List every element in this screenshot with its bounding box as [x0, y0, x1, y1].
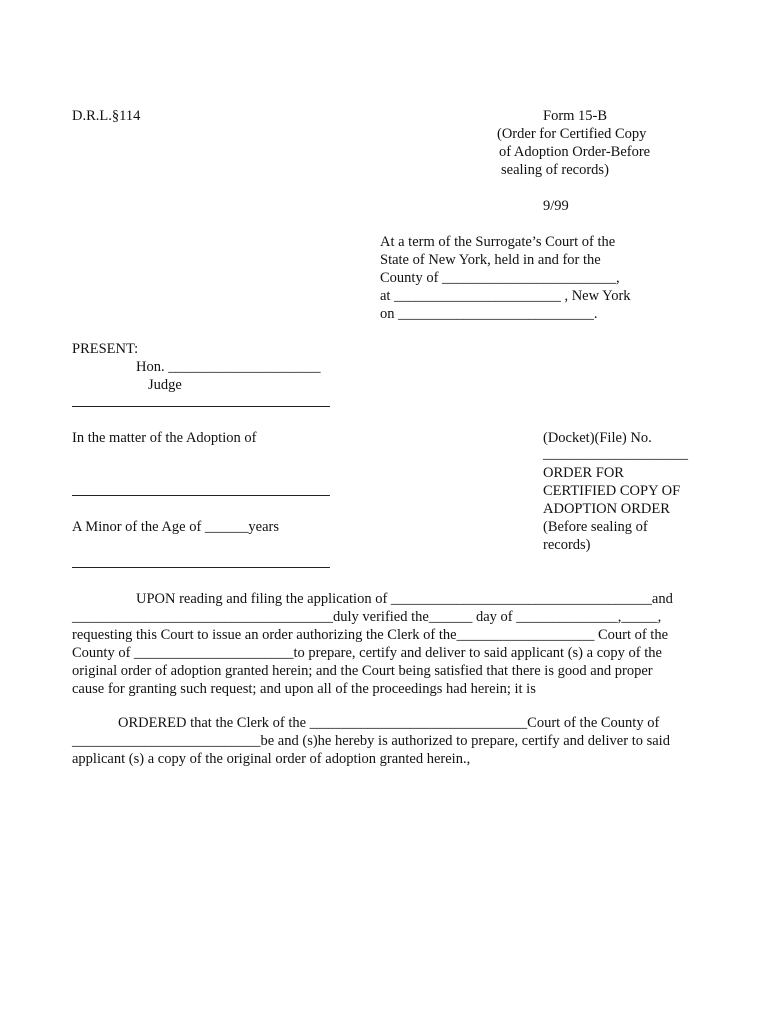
ordered-line: applicant (s) a copy of the original order of adoption granted herein., [72, 751, 471, 767]
upon-line: requesting this Court to issue an order authorizing the Clerk of the___________________ Court of the [72, 627, 669, 643]
statute-citation: D.R.L.§114 [72, 108, 141, 124]
order-title-line: CERTIFIED COPY OF [543, 483, 681, 499]
upon-line: County of ______________________to prepare, certify and deliver to said applicant (s) a copy of the [72, 645, 662, 661]
docket-number-field[interactable]: ____________________ [543, 446, 688, 462]
judge-name-field[interactable]: Hon. _____________________ [136, 359, 321, 375]
docket-label: (Docket)(File) No. [543, 430, 652, 446]
order-title-line: ADOPTION ORDER [543, 501, 670, 517]
order-title-line: (Before sealing of [543, 519, 648, 535]
form-revision: 9/99 [543, 198, 569, 214]
form-title-line: of Adoption Order-Before [499, 144, 651, 160]
order-title-line: records) [543, 537, 591, 553]
upon-line: UPON reading and filing the application of ____________________________________and [136, 591, 673, 607]
location-field[interactable]: at _______________________ , New York [380, 288, 631, 304]
caption-bottom-rule [72, 567, 330, 568]
order-title-line: ORDER FOR [543, 465, 624, 481]
upon-line: original order of adoption granted herein; and the Court being satisfied that there is good and proper [72, 663, 653, 679]
ordered-line: ORDERED that the Clerk of the ______________________________Court of the County of [118, 715, 660, 731]
upon-line: ____________________________________duly verified the______ day of ______________,_____, [72, 609, 662, 625]
date-field[interactable]: on ___________________________. [380, 306, 598, 322]
form-title-line: sealing of records) [501, 162, 609, 178]
judge-label: Judge [148, 377, 182, 393]
court-term-line: State of New York, held in and for the [380, 252, 601, 268]
matter-label: In the matter of the Adoption of [72, 430, 257, 446]
present-label: PRESENT: [72, 341, 139, 357]
upon-line: cause for granting such request; and upon all of the proceedings had herein; it is [72, 681, 536, 697]
county-field[interactable]: County of ________________________, [380, 270, 620, 286]
court-term-line: At a term of the Surrogate’s Court of the [380, 234, 616, 250]
minor-age-field[interactable]: A Minor of the Age of ______years [72, 519, 279, 535]
form-number: Form 15-B [543, 108, 608, 124]
caption-top-rule [72, 406, 330, 407]
adoptee-name-line[interactable] [72, 495, 330, 496]
ordered-line: __________________________be and (s)he hereby is authorized to prepare, certify and deliver to said [72, 733, 670, 749]
form-title-line: (Order for Certified Copy [497, 126, 647, 142]
